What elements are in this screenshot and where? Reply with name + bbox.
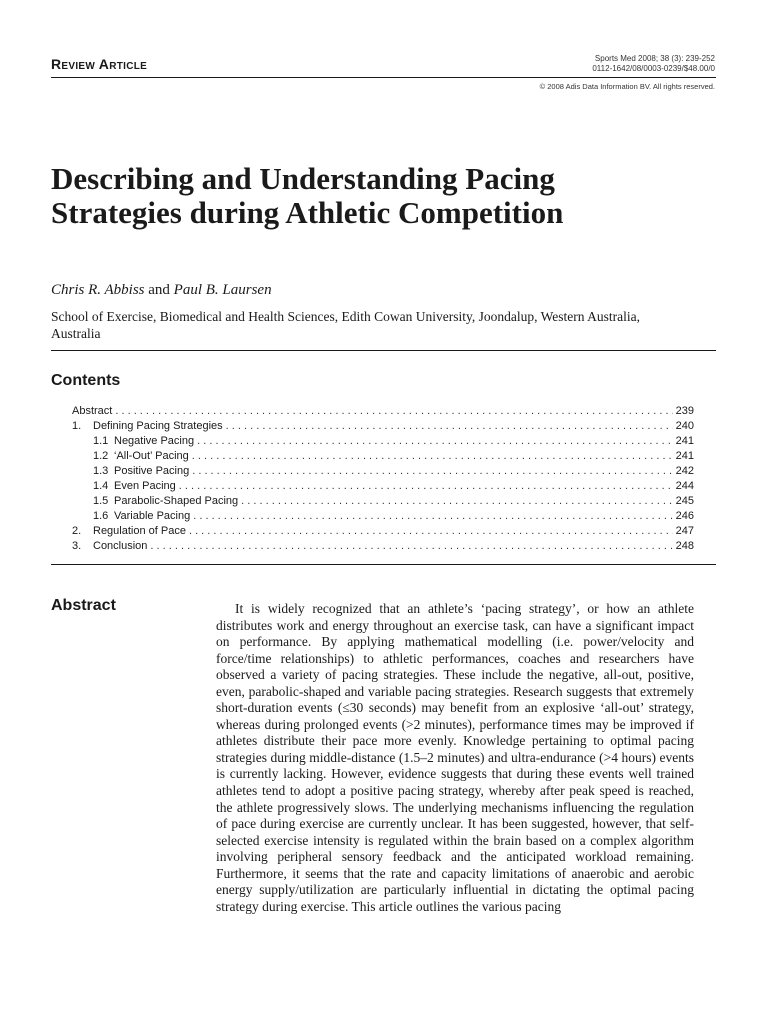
toc-entry[interactable] <box>72 524 694 539</box>
toc-entry-label: Parabolic-Shaped Pacing <box>114 495 239 507</box>
abstract-heading: Abstract <box>51 597 116 614</box>
toc-entry-number: 1. <box>72 420 82 432</box>
toc-entry-page: 245 <box>675 495 694 507</box>
header-divider <box>51 77 716 78</box>
toc-entry-number: 1.2 <box>93 450 109 462</box>
journal-reference: Sports Med 2008; 38 (3): 239-252 <box>594 54 715 63</box>
contents-heading: Contents <box>51 372 121 389</box>
toc-entry-page: 248 <box>675 540 694 552</box>
toc-leader-dots <box>189 524 673 539</box>
toc-leader-dots <box>115 404 672 419</box>
toc-leader-dots <box>197 434 673 449</box>
toc-entry-number: 2. <box>72 525 82 537</box>
toc-entry-page: 242 <box>675 465 694 477</box>
toc-entry-label: Conclusion <box>93 540 148 552</box>
section-divider <box>51 350 716 351</box>
toc-leader-dots <box>192 449 673 464</box>
toc-entry-label: Regulation of Pace <box>93 525 186 537</box>
table-of-contents <box>72 404 694 554</box>
toc-entry-label: Variable Pacing <box>114 510 191 522</box>
toc-entry-label: Even Pacing <box>114 480 176 492</box>
toc-entry[interactable] <box>72 464 694 479</box>
toc-entry-number: 1.5 <box>93 495 109 507</box>
toc-entry-number: 3. <box>72 540 82 552</box>
toc-entry-page: 239 <box>675 405 694 417</box>
toc-entry-label: Positive Pacing <box>114 465 190 477</box>
toc-leader-dots <box>241 494 673 509</box>
affiliation: School of Exercise, Biomedical and Health Sciences, Edith Cowan University, Joondalup, Western Australia, Australia <box>51 309 641 341</box>
toc-entry-page: 241 <box>675 435 694 447</box>
toc-entry-label: ‘All-Out’ Pacing <box>114 450 189 462</box>
abstract-text: It is widely recognized that an athlete’s ‘pacing strategy’, or how an athlete distributes work and energy throughout an exercise task, can have a significant impact on performance. By applying mathematical modelling (i.e. power/velocity and force/time relationships) to athletic performances, coaches and researchers have observed a variety of pacing strategies. These include the negative, all-out, positive, even, parabolic-shaped and variable pacing strategies. Research suggests that extremely short-duration events (≤30 seconds) may benefit from an explosive ‘all-out’ strategy, whereas during prolonged events (>2 minutes), performance times may be improved if athletes distribute their pace more evenly. Knowledge pertaining to optimal pacing strategies during middle-distance (1.5–2 minutes) and ultra-endurance (>4 hours) events is currently lacking. However, evidence suggests that during these events well trained athletes tend to adopt a positive pacing strategy, whereby after peak speed is reached, the athlete progressively slows. The underlying mechanisms influencing the regulation of pace during exercise are currently unclear. It has been suggested, however, that self-selected exercise intensity is regulated within the brain based on a complex algorithm involving peripheral sensory feedback and the anticipated workload remaining. Furthermore, it seems that the rate and capacity limitations of anaerobic and aerobic energy supply/utilization are particularly influential in dictating the optimal pacing strategy during exercise. This article outlines the various pacing <box>216 601 694 914</box>
author-connector: and <box>148 282 170 298</box>
toc-entry-label: Abstract <box>72 405 113 417</box>
toc-leader-dots <box>150 539 672 554</box>
toc-leader-dots <box>226 419 673 434</box>
article-title: Describing and Understanding Pacing Strategies during Athletic Competition <box>51 161 564 230</box>
toc-entry-page: 241 <box>675 450 694 462</box>
toc-entry-number: 1.3 <box>93 465 109 477</box>
toc-entry-page: 244 <box>675 480 694 492</box>
toc-entry-label: Negative Pacing <box>114 435 195 447</box>
toc-entry[interactable] <box>72 494 694 509</box>
toc-entry-number: 1.6 <box>93 510 109 522</box>
toc-entry-number: 1.1 <box>93 435 109 447</box>
toc-leader-dots <box>179 479 673 494</box>
toc-entry[interactable] <box>72 404 694 419</box>
journal-meta <box>592 54 715 74</box>
section-divider <box>51 564 716 565</box>
toc-leader-dots <box>192 464 672 479</box>
author-name: Chris R. Abbiss <box>51 282 145 298</box>
toc-entry-page: 246 <box>675 510 694 522</box>
author-name: Paul B. Laursen <box>173 282 272 298</box>
toc-entry-number: 1.4 <box>93 480 109 492</box>
toc-entry[interactable] <box>72 449 694 464</box>
toc-entry[interactable] <box>72 434 694 449</box>
author-line <box>51 282 272 299</box>
article-type-label: Review Article <box>51 56 148 72</box>
issn-line: 0112-1642/08/0003-0239/$48.00/0 <box>592 64 715 73</box>
toc-entry[interactable] <box>72 509 694 524</box>
toc-leader-dots <box>193 509 672 524</box>
toc-entry[interactable] <box>72 419 694 434</box>
toc-entry-page: 240 <box>675 420 694 432</box>
toc-entry[interactable] <box>72 479 694 494</box>
toc-entry-page: 247 <box>675 525 694 537</box>
copyright-line: © 2008 Adis Data Information BV. All rights reserved. <box>539 82 715 91</box>
toc-entry[interactable] <box>72 539 694 554</box>
toc-entry-label: Defining Pacing Strategies <box>93 420 223 432</box>
